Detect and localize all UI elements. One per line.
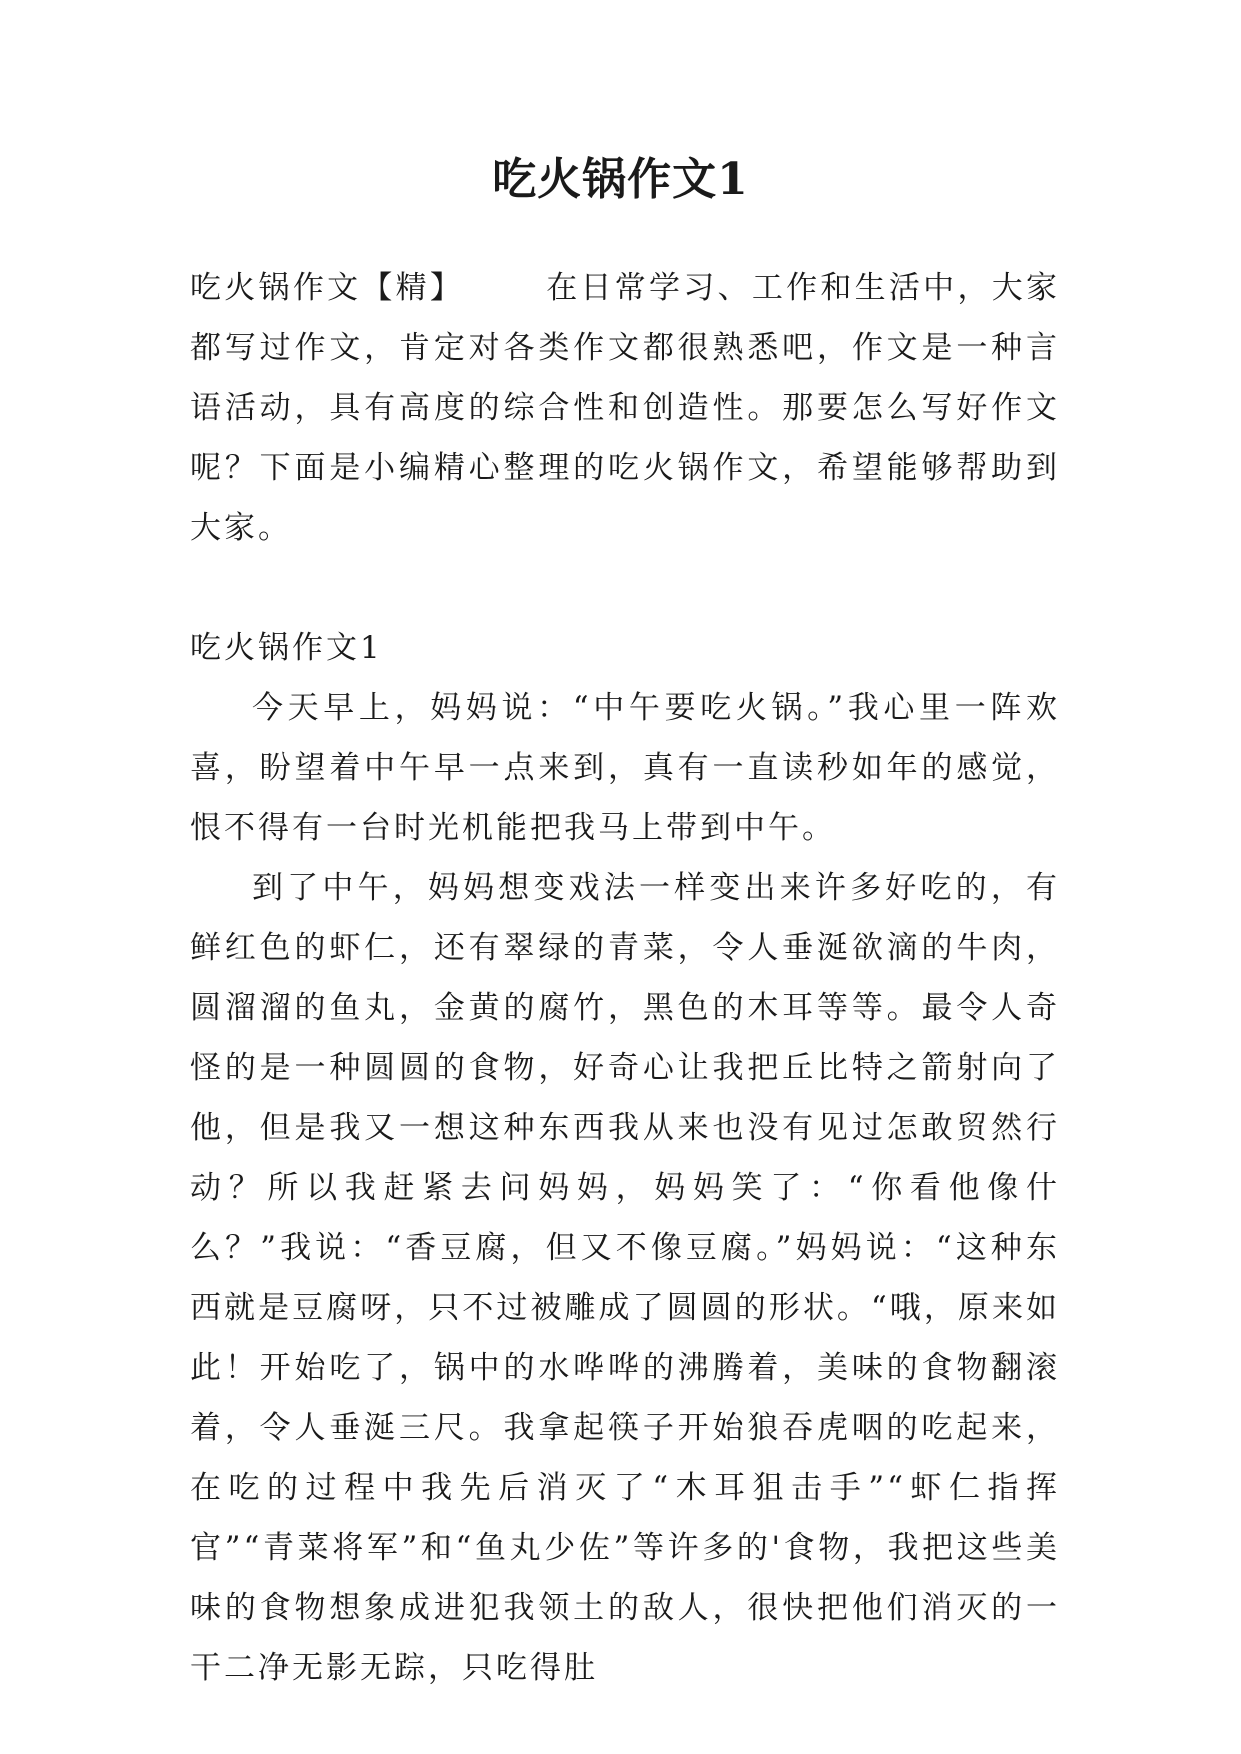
body-paragraph-1: 今天早上，妈妈说：“中午要吃火锅。”我心里一阵欢喜，盼望着中午早一点来到，真有一直读秒如年的感觉，恨不得有一台时光机能把我马上带到中午。: [190, 690, 1060, 846]
document-body: [190, 258, 1060, 1698]
intro-text: 在日常学习、工作和生活中，大家都写过作文，肯定对各类作文都很熟悉吧，作文是一种言语活动，具有高度的综合性和创造性。那要怎么写好作文呢？下面是小编精心整理的吃火锅作文，希望能够帮助到大家。: [190, 270, 1061, 546]
intro-paragraph: [190, 258, 1060, 558]
document-title: 吃火锅作文1: [492, 154, 749, 205]
section-title: 吃火锅作文1: [190, 630, 383, 666]
intro-heading: 吃火锅作文【精】: [190, 270, 465, 306]
body-paragraph-2: 到了中午，妈妈想变戏法一样变出来许多好吃的，有鲜红色的虾仁，还有翠绿的青菜，令人垂涎欲滴的牛肉，圆溜溜的鱼丸，金黄的腐竹，黑色的木耳等等。最令人奇怪的是一种圆圆的食物，好奇心让我把丘比特之箭射向了他，但是我又一想这种东西我从来也没有见过怎敢贸然行动？所以我赶紧去问妈妈，妈妈笑了：“你看他像什么？”我说：“香豆腐，但又不像豆腐。”妈妈说：“这种东西就是豆腐呀，只不过被雕成了圆圆的形状。“哦，原来如此！开始吃了，锅中的水哗哗的沸腾着，美味的食物翻滚着，令人垂涎三尺。我拿起筷子开始狼吞虎咽的吃起来，在吃的过程中我先后消灭了“木耳狙击手”“虾仁指挥官”“青菜将军”和“鱼丸少佐”等许多的'食物，我把这些美味的食物想象成进犯我领土的敌人，很快把他们消灭的一干二净无影无踪，只吃得肚: [190, 870, 1060, 1686]
